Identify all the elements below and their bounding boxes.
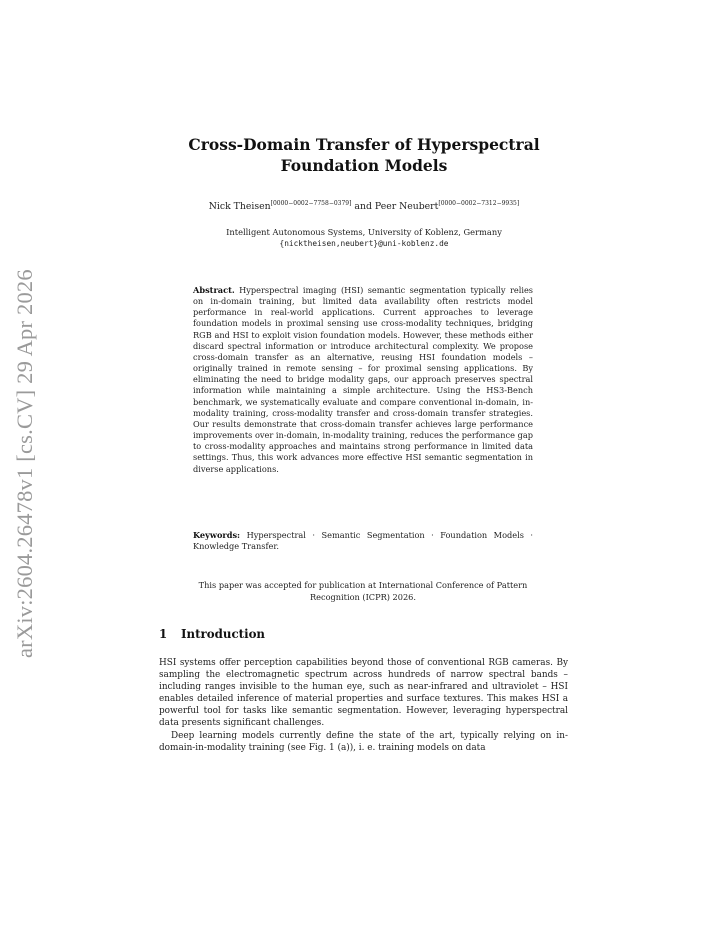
author-name: Peer Neubert — [374, 201, 439, 212]
section-heading — [159, 627, 265, 641]
author-separator: and — [351, 201, 375, 212]
paper-title — [160, 134, 568, 176]
affiliation-block — [160, 226, 568, 250]
orcid-id: [0000−0002−7758−0379] — [270, 200, 352, 207]
keywords — [193, 530, 533, 552]
body-text — [159, 657, 568, 754]
body-paragraph: Deep learning models currently define the state of the art, typically relying on in-domain-in-modality training (see Fig. 1 (a)), i. e. training models on data — [159, 730, 568, 753]
keywords-text: Hyperspectral · Semantic Segmentation · Foundation Models · Knowledge Transfer. — [193, 530, 533, 552]
acceptance-note: This paper was accepted for publication at International Conference of Pattern Recognition (ICPR) 2026. — [198, 580, 528, 602]
abstract — [193, 285, 533, 475]
affiliation: Intelligent Autonomous Systems, University of Koblenz, Germany — [226, 227, 502, 237]
body-paragraph: HSI systems offer perception capabilities beyond those of conventional RGB cameras. By sampling the electromagnetic spectrum across hundreds of narrow spectral bands – including ranges invisible to the human eye, such as near-infrared and ultraviolet – HSI enables detailed inference of material properties and surface textures. This makes HSI a powerful tool for tasks like semantic segmentation. However, leveraging hyperspectral data presents significant challenges. — [159, 658, 568, 729]
paper-title-line-1: Cross-Domain Transfer of Hyperspectral — [188, 135, 540, 154]
author-name: Nick Theisen — [208, 201, 271, 212]
author-list — [160, 200, 568, 212]
author-emails: {nicktheisen,neubert}@uni-koblenz.de — [279, 239, 449, 248]
paper-title-line-2: Foundation Models — [280, 156, 448, 175]
abstract-text: Hyperspectral imaging (HSI) semantic segmentation typically relies on in-domain training, but limited data availability often restricts model performance in real-world applications. Current approaches to leverage foundation models in proximal sensing use cross-modality techniques, bridging RGB and HSI to exploit vision foundation models. However, these methods either discard spectral information or introduce architectural complexity. We propose cross-domain transfer as an alternative, reusing HSI foundation models – originally trained in remote sensing – for proximal sensing applications. By eliminating the need to bridge modality gaps, our approach preserves spectral information while maintaining a simple architecture. Using the HS3-Bench benchmark, we systematically evaluate and compare conventional in-domain, in-modality training, cross-modality transfer and cross-domain transfer strategies. Our results demonstrate that cross-domain transfer achieves large performance improvements over in-domain, in-modality training, reduces the performance gap to cross-modality approaches and maintains strong performance in limited data settings. Thus, this work advances more effective HSI semantic segmentation in diverse applications. — [193, 285, 534, 474]
section-title: Introduction — [181, 627, 266, 641]
abstract-label: Abstract. — [193, 285, 235, 295]
arxiv-identifier-stamp: arXiv:2604.26478v1 [cs.CV] 29 Apr 2026 — [12, 269, 37, 658]
orcid-id: [0000−0002−7312−9935] — [438, 200, 520, 207]
section-number: 1 — [159, 627, 168, 641]
keywords-label: Keywords: — [193, 530, 241, 540]
